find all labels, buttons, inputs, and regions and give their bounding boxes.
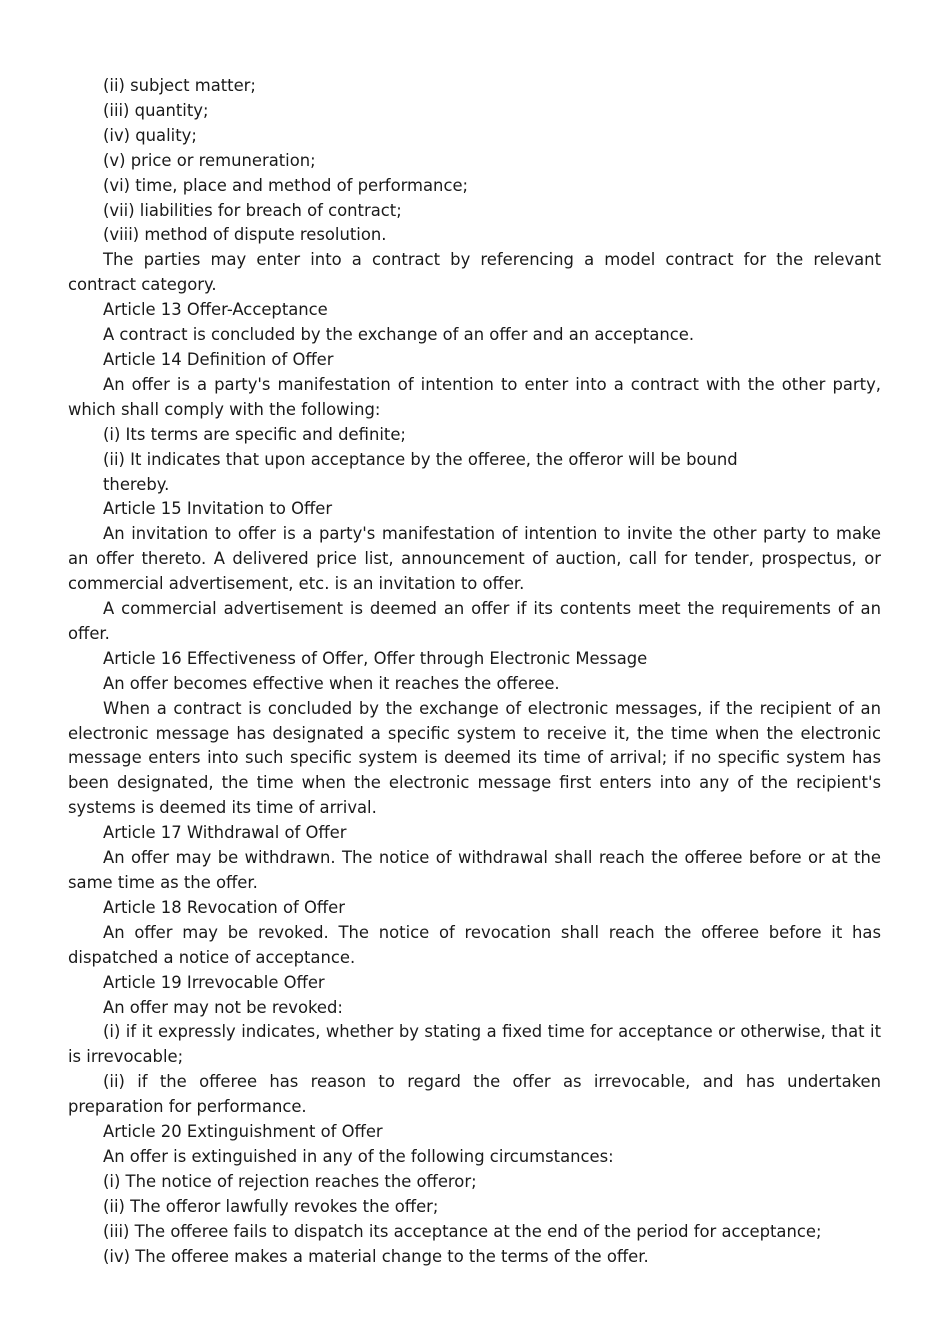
article-heading: Article 20 Extinguishment of Offer <box>103 1122 383 1142</box>
list-item: (vii) liabilities for breach of contract; <box>103 200 402 220</box>
paragraph: An offer may be revoked. The notice of revocation shall reach the offeree before it has dispatched a notice of acceptance. <box>68 922 881 967</box>
list-item: (ii) subject matter; <box>103 76 256 95</box>
paragraph: A contract is concluded by the exchange of an offer and an acceptance. <box>103 325 695 345</box>
paragraph: An offer is extinguished in any of the following circumstances: <box>103 1146 614 1166</box>
paragraph: An offer is a party's manifestation of intention to enter into a contract with the other party, which shall comply with the following: <box>68 374 881 419</box>
paragraph: The parties may enter into a contract by referencing a model contract for the relevant contract category. <box>68 250 881 295</box>
paragraph: An offer may not be revoked: <box>103 997 343 1017</box>
article-heading: Article 15 Invitation to Offer <box>103 499 333 519</box>
article-heading: Article 18 Revocation of Offer <box>103 897 346 917</box>
list-item: (ii) The offeror lawfully revokes the offer; <box>103 1196 439 1216</box>
paragraph: A commercial advertisement is deemed an offer if its contents meet the requirements of an offer. <box>68 599 881 643</box>
list-item: (i) Its terms are specific and definite; <box>103 424 406 444</box>
article-heading: Article 14 Definition of Offer <box>103 349 334 369</box>
paragraph: When a contract is concluded by the exchange of electronic messages, if the recipient of an electronic message has designated a specific system to receive it, the time when the electronic message enters into such specific system is deemed its time of arrival; if no specific system has been designated, the time when the electronic message first enters into any of the recipient's systems is deemed its time of arrival. <box>68 698 881 818</box>
paragraph: An offer becomes effective when it reaches the offeree. <box>103 673 560 693</box>
list-item: (v) price or remuneration; <box>103 150 316 170</box>
list-item: (viii) method of dispute resolution. <box>103 225 387 245</box>
list-item: (vi) time, place and method of performance; <box>103 175 469 195</box>
article-heading: Article 17 Withdrawal of Offer <box>103 823 347 843</box>
list-item: (iv) quality; <box>103 125 197 145</box>
article-heading: Article 16 Effectiveness of Offer, Offer through Electronic Message <box>103 648 648 668</box>
list-item: (iv) The offeree makes a material change to the terms of the offer. <box>103 1246 649 1266</box>
list-item: (iii) The offeree fails to dispatch its acceptance at the end of the period for acceptance; <box>103 1221 822 1241</box>
list-item: (i) if it expressly indicates, whether by stating a fixed time for acceptance or otherwise, that it is irrevocable; <box>68 1022 881 1067</box>
document-body <box>68 74 881 1270</box>
article-heading: Article 19 Irrevocable Offer <box>103 972 325 992</box>
paragraph: An offer may be withdrawn. The notice of withdrawal shall reach the offeree before or at the same time as the offer. <box>68 848 881 892</box>
list-item: (ii) It indicates that upon acceptance by the offeree, the offeror will be bound <box>103 449 738 469</box>
paragraph: An invitation to offer is a party's manifestation of intention to invite the other party to make an offer thereto. A delivered price list, announcement of auction, call for tender, prospectus, or commercial advertisement, etc. is an invitation to offer. <box>68 524 881 594</box>
list-item: (iii) quantity; <box>103 100 209 120</box>
list-item-continuation: thereby. <box>103 474 170 494</box>
list-item: (ii) if the offeree has reason to regard the offer as irrevocable, and has undertaken preparation for performance. <box>68 1072 881 1117</box>
article-heading: Article 13 Offer-Acceptance <box>103 300 328 320</box>
list-item: (i) The notice of rejection reaches the offeror; <box>103 1171 477 1191</box>
